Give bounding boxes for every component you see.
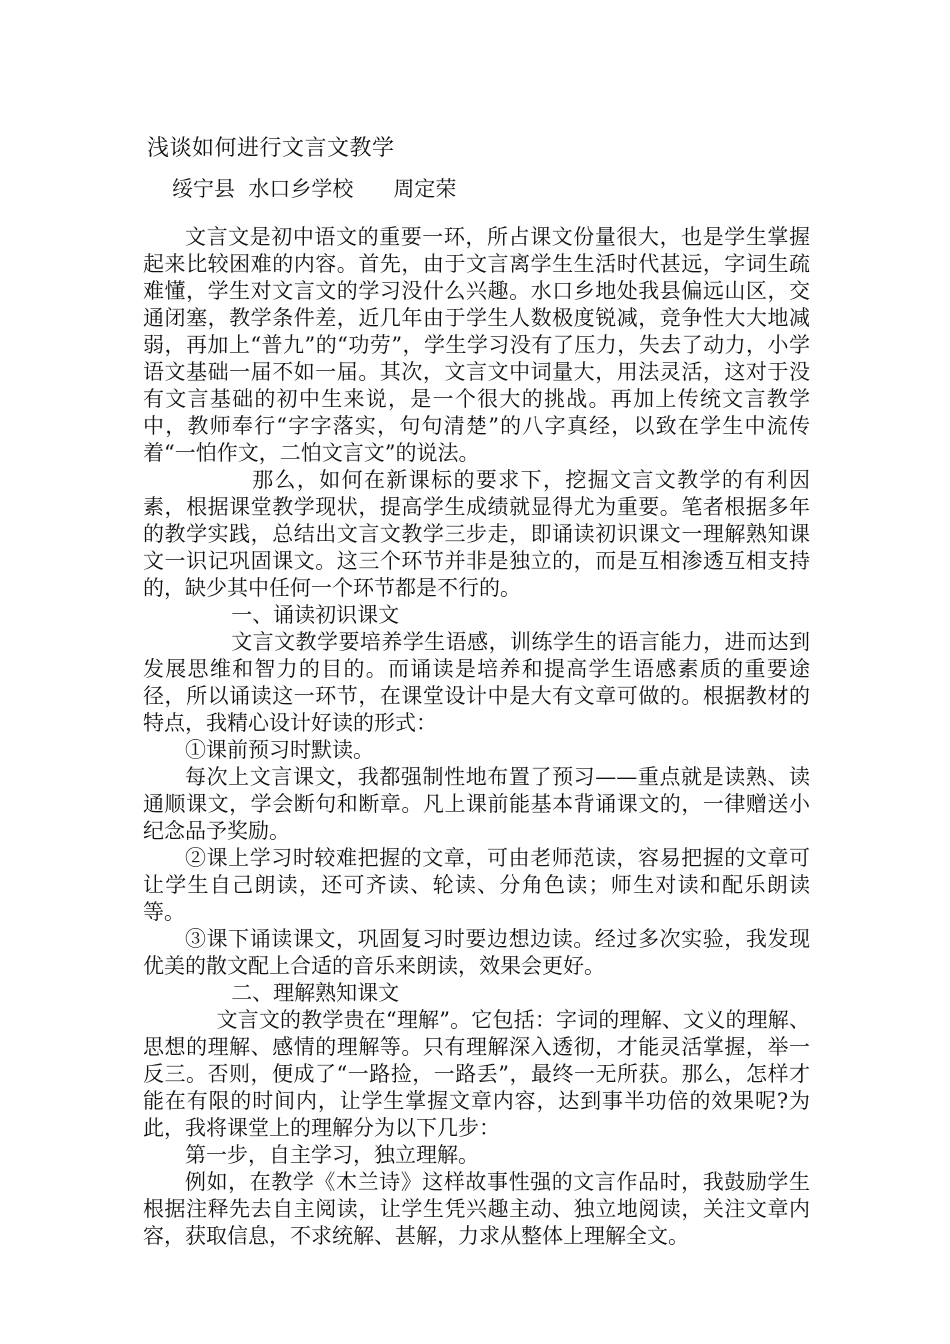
document-title: 浅谈如何进行文言文教学 [147, 136, 395, 161]
section-heading-1: 一、诵读初识课文 [231, 603, 400, 627]
paragraph-preview: 每次上文言课文，我都强制性地布置了预习——重点就是读熟、读通顺课文，学会断句和断章。凡上课前能基本背诵课文的，一律赠送小纪念品予奖励。 [143, 765, 810, 843]
paragraph-understanding: 文言文的教学贵在“理解”。它包括：字词的理解、文义的理解、思想的理解、感情的理解等。只有理解深入透彻，才能灵活掌握，举一反三。否则，便成了“一路捡，一路丢”，最终一无所获。那么，怎样才能在有限的时间内，让学生掌握文章内容，达到事半功倍的效果呢?为此，我将课堂上的理解分为以下几步： [143, 1008, 810, 1140]
paragraph-intro: 文言文是初中语文的重要一环，所占课文份量很大，也是学生掌握起来比较困难的内容。首先，由于文言离学生生活时代甚远，字词生疏难懂，学生对文言文的学习没什么兴趣。水口乡地处我县偏远山区，交通闭塞，教学条件差，近几年由于学生人数极度锐减，竞争性大大地减弱，再加上“普九”的“功劳”，学生学习没有了压力，失去了动力，小学语文基础一届不如一届。其次，文言文中词量大，用法灵活，这对于没有文言基础的初中生来说，是一个很大的挑战。再加上传统文言教学中，教师奉行“字字落实，句句清楚”的八字真经，以致在学生中流传着“一怕作文，二怕文言文”的说法。 [143, 225, 810, 465]
paragraph-method: 那么，如何在新课标的要求下，挖掘文言文教学的有利因素，根据课堂教学现状，提高学生成绩就显得尤为重要。笔者根据多年的教学实践，总结出文言文教学三步走，即诵读初识课文一理解熟知课文一识记巩固课文。这三个环节并非是独立的，而是互相渗透互相支持的，缺少其中任何一个环节都是不行的。 [143, 468, 810, 600]
list-item-2: ②课上学习时较难把握的文章，可由老师范读，容易把握的文章可让学生自己朗读，还可齐读、轮读、分角色读；师生对读和配乐朗读等。 [143, 846, 810, 924]
document-body [143, 224, 810, 1250]
list-item-1: ①课前预习时默读。 [185, 738, 374, 762]
paragraph-recitation: 文言文教学要培养学生语感，训练学生的语言能力，进而达到发展思维和智力的目的。而诵读是培养和提高学生语感素质的重要途径，所以诵读这一环节，在课堂设计中是大有文章可做的。根据教材的特点，我精心设计好读的形式： [143, 630, 810, 735]
section-heading-2: 二、理解熟知课文 [231, 981, 400, 1005]
author-byline: 绥宁县 水口乡学校 周定荣 [172, 177, 457, 201]
step-one: 第一步，自主学习，独立理解。 [185, 1143, 479, 1167]
list-item-3: ③课下诵读课文，巩固复习时要边想边读。经过多次实验，我发现优美的散文配上合适的音乐来朗读，效果会更好。 [143, 927, 810, 978]
paragraph-example: 例如，在教学《木兰诗》这样故事性强的文言作品时，我鼓励学生根据注释先去自主阅读，让学生凭兴趣主动、独立地阅读，关注文章内容，获取信息，不求统解、甚解，力求从整体上理解全文。 [143, 1170, 810, 1248]
